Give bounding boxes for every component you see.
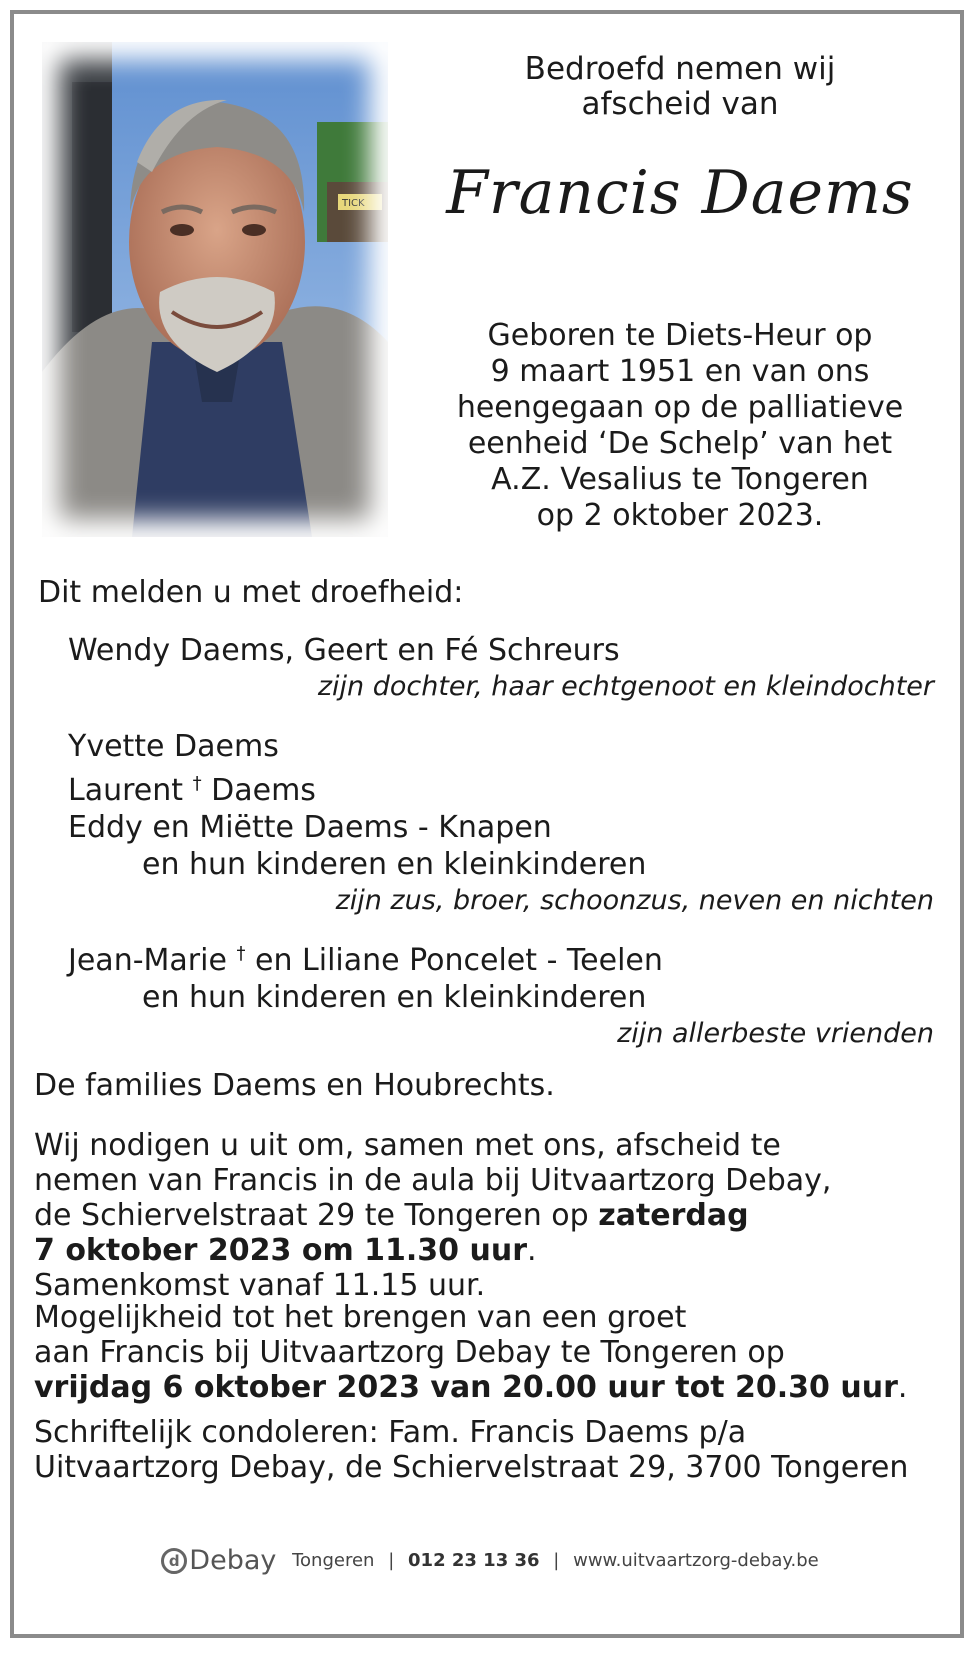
mourner-names: Yvette Daems xyxy=(68,729,279,764)
relation-text: zijn zus, broer, schoonzus, neven en nichten xyxy=(335,885,934,916)
mourner-group xyxy=(68,728,934,919)
born-line: 9 maart 1951 en van ons xyxy=(490,354,870,389)
mourner-rest: en Liliane Poncelet - Teelen xyxy=(255,943,663,978)
birth-death-text xyxy=(420,318,940,534)
mourner-names xyxy=(68,765,934,809)
intro-line: afscheid van xyxy=(581,86,779,122)
mourner-first-name: Laurent xyxy=(68,773,184,808)
farewell-day: zaterdag xyxy=(598,1198,749,1233)
visit-paragraph xyxy=(34,1300,934,1405)
condolence-paragraph xyxy=(34,1415,934,1485)
farewell-address: de Schiervelstraat 29 te Tongeren op xyxy=(34,1198,599,1233)
farewell-line xyxy=(34,1198,934,1233)
relation-text: zijn dochter, haar echtgenoot en kleindochter xyxy=(317,671,934,702)
mourner-last-name: Daems xyxy=(211,773,316,808)
intro-line: Bedroefd nemen wij xyxy=(524,51,836,87)
debay-logo-text: Debay xyxy=(189,1545,277,1576)
mourner-names xyxy=(68,935,934,979)
born-line: Geboren te Diets-Heur op xyxy=(487,318,873,353)
condolence-line: Uitvaartzorg Debay, de Schiervelstraat 29, 3700 Tongeren xyxy=(34,1450,909,1485)
visit-line xyxy=(34,1370,934,1405)
families-line: De families Daems en Houbrechts. xyxy=(34,1068,555,1103)
footer-separator: | xyxy=(388,1550,395,1571)
mourner-children: en hun kinderen en kleinkinderen xyxy=(142,847,647,882)
deceased-name: Francis Daems xyxy=(446,158,914,228)
deceased-cross-icon: † xyxy=(236,943,246,964)
farewell-line: Wij nodigen u uit om, samen met ons, afscheid te xyxy=(34,1128,781,1163)
footer xyxy=(0,1545,980,1576)
footer-city: Tongeren xyxy=(292,1550,375,1571)
visit-datetime: vrijdag 6 oktober 2023 van 20.00 uur tot 20.30 uur xyxy=(34,1370,898,1405)
photo-sign-text: TICK xyxy=(342,198,365,209)
farewell-line xyxy=(34,1233,934,1268)
mourner-names: Wendy Daems, Geert en Fé Schreurs xyxy=(68,633,620,668)
condolence-line: Schriftelijk condoleren: Fam. Francis Daems p/a xyxy=(34,1415,747,1450)
footer-phone[interactable]: 012 23 13 36 xyxy=(408,1550,540,1571)
born-line: eenheid ‘De Schelp’ van het xyxy=(467,426,893,461)
born-line: op 2 oktober 2023. xyxy=(536,498,824,533)
mourner-group xyxy=(68,935,934,1052)
debay-logo-icon: d xyxy=(161,1548,187,1574)
period: . xyxy=(897,1370,908,1405)
period: . xyxy=(527,1233,537,1268)
born-line: heengegaan op de palliatieve xyxy=(456,390,904,425)
farewell-line: nemen van Francis in de aula bij Uitvaartzorg Debay, xyxy=(34,1163,832,1198)
relation-text: zijn allerbeste vrienden xyxy=(617,1018,934,1049)
portrait-photo xyxy=(42,42,388,537)
farewell-paragraph xyxy=(34,1128,934,1303)
born-line: A.Z. Vesalius te Tongeren xyxy=(491,462,869,497)
mourner-group xyxy=(68,632,934,705)
announce-heading: Dit melden u met droefheid: xyxy=(38,575,464,610)
mourner-names: Eddy en Miëtte Daems - Knapen xyxy=(68,810,552,845)
mourner-first-name: Jean-Marie xyxy=(68,943,227,978)
deceased-cross-icon: † xyxy=(192,773,202,794)
farewell-line: Samenkomst vanaf 11.15 uur. xyxy=(34,1268,486,1303)
visit-line: aan Francis bij Uitvaartzorg Debay te Tongeren op xyxy=(34,1335,785,1370)
footer-website-link[interactable]: www.uitvaartzorg-debay.be xyxy=(573,1550,819,1571)
visit-line: Mogelijkheid tot het brengen van een groet xyxy=(34,1300,687,1335)
mourner-children: en hun kinderen en kleinkinderen xyxy=(142,980,647,1015)
intro-text xyxy=(440,52,920,122)
farewell-datetime: 7 oktober 2023 om 11.30 uur xyxy=(34,1233,527,1268)
footer-separator: | xyxy=(553,1550,560,1571)
